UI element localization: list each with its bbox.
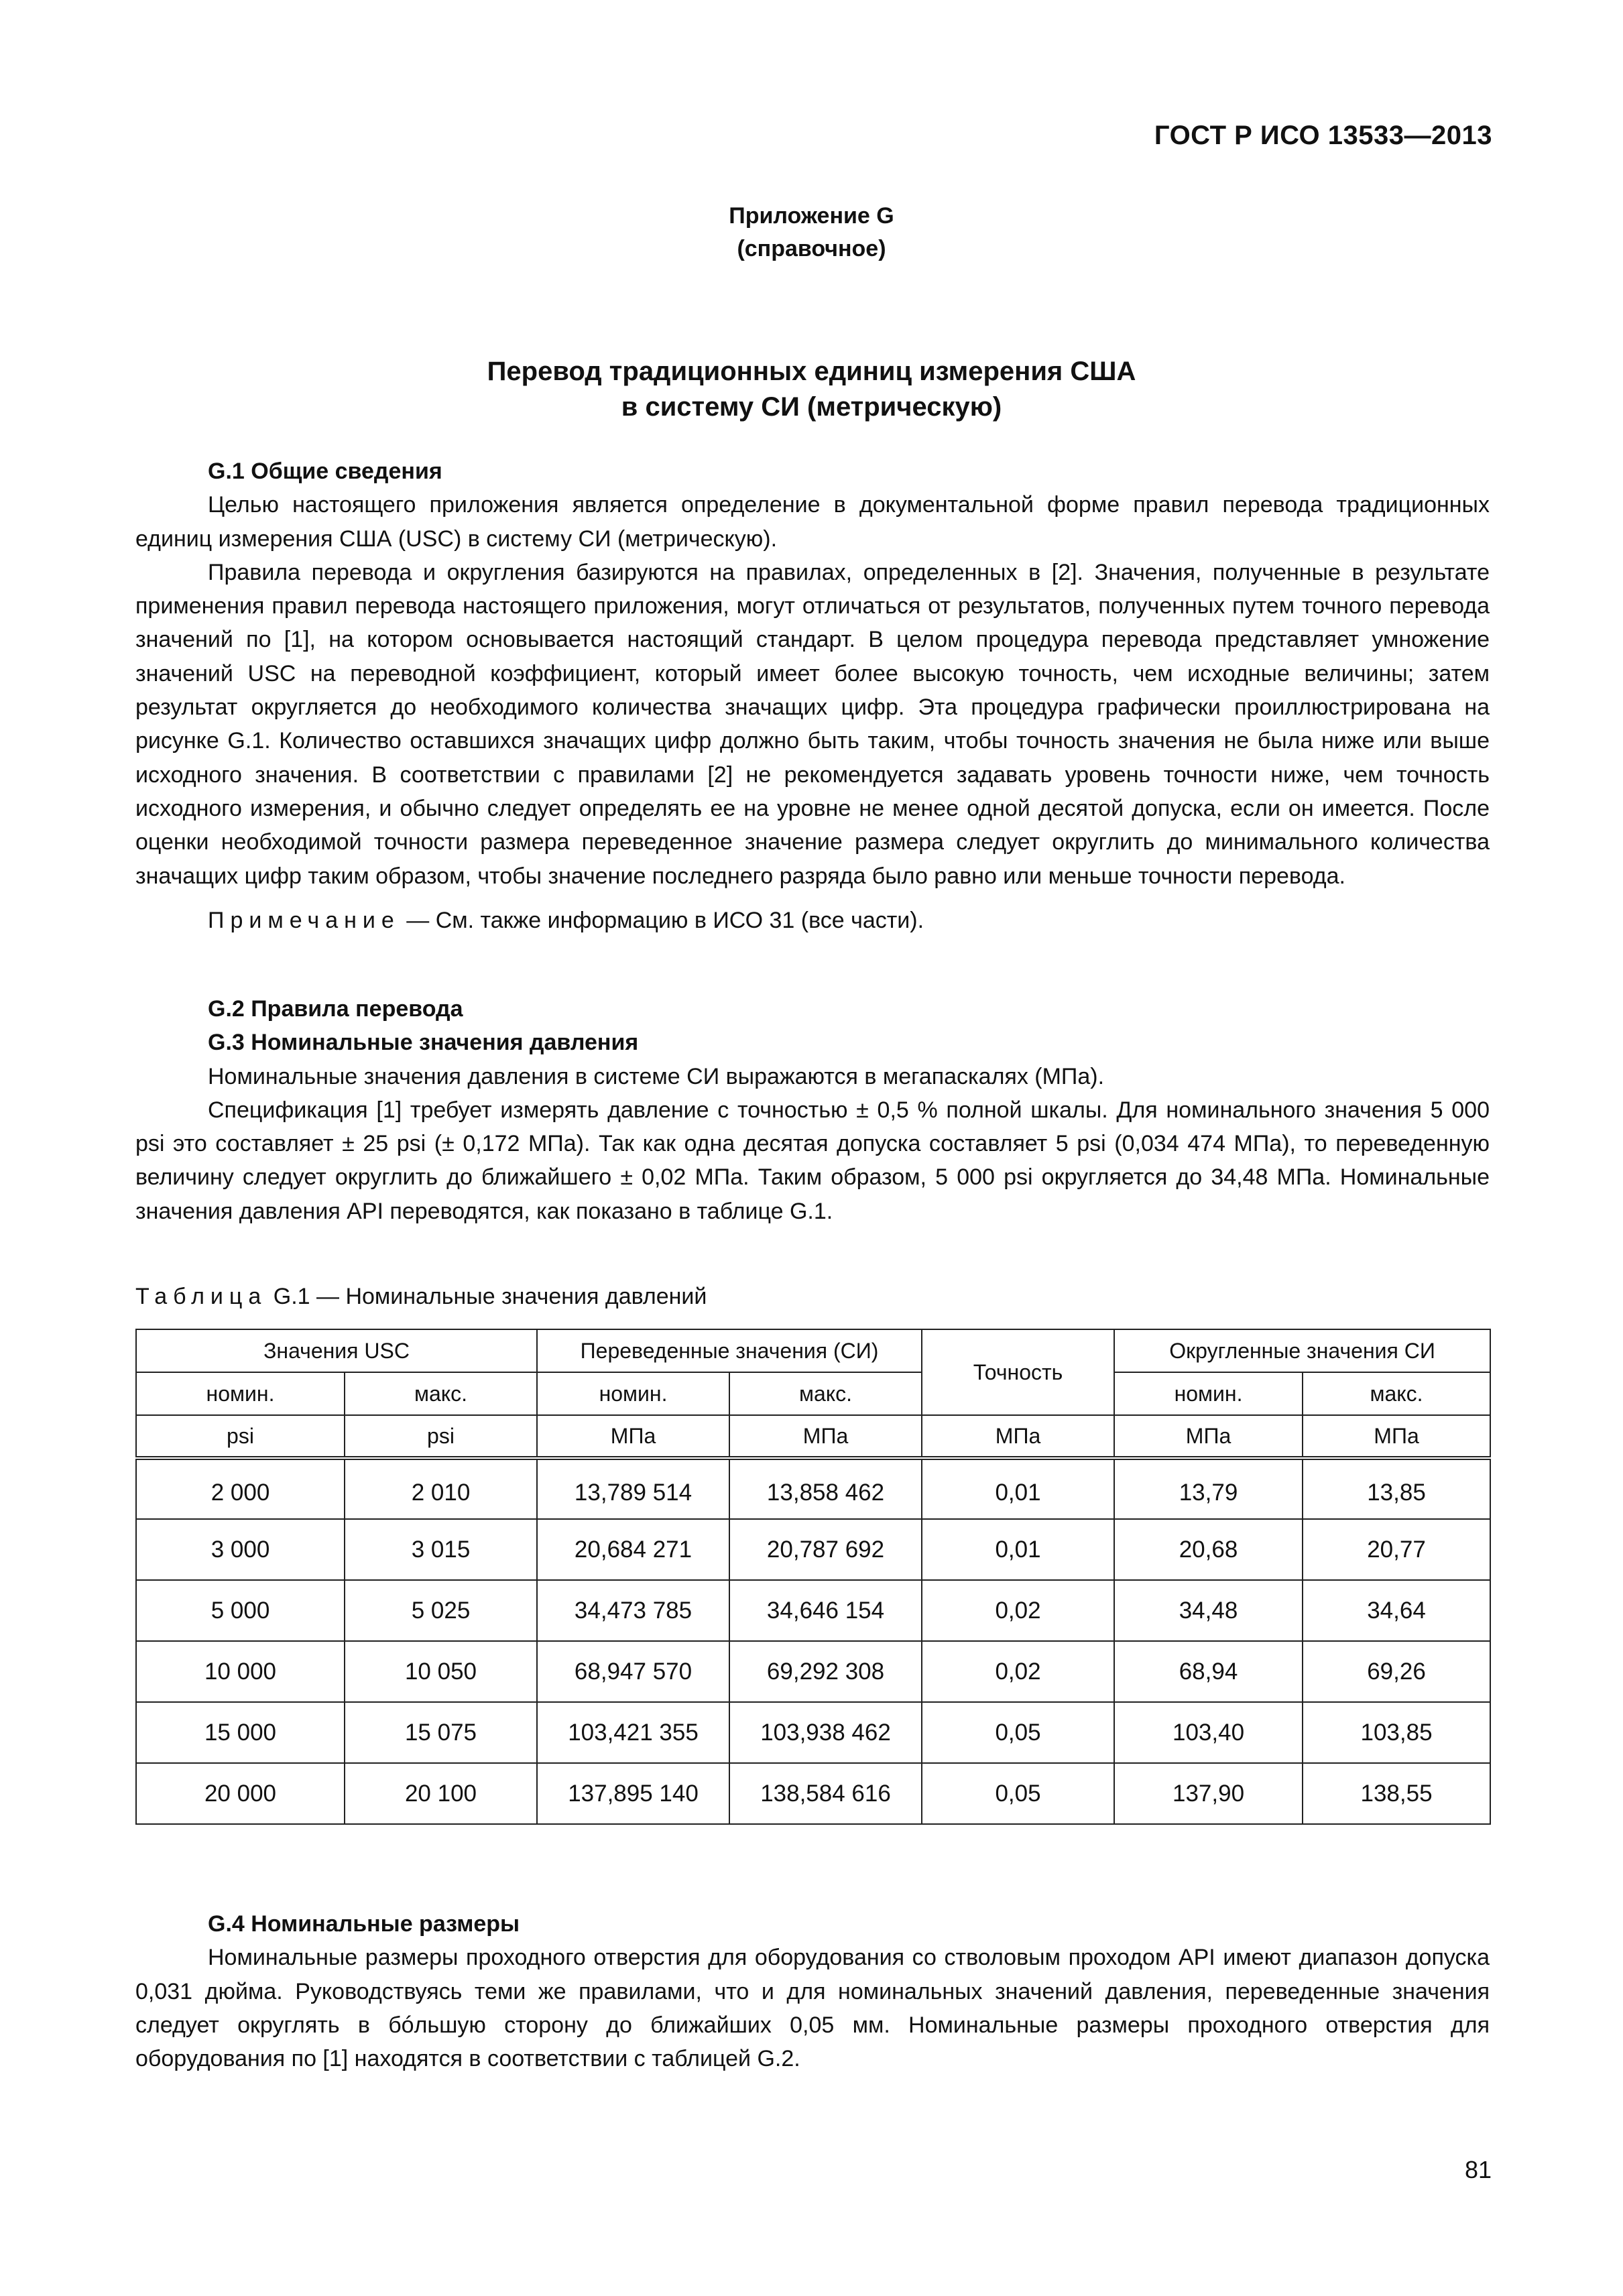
table-cell: 68,947 570 bbox=[537, 1641, 729, 1702]
appendix-label: Приложение G bbox=[729, 203, 894, 229]
table-cell: 103,421 355 bbox=[537, 1702, 729, 1763]
table-cell: 103,938 462 bbox=[729, 1702, 922, 1763]
table-row bbox=[136, 1702, 1490, 1763]
section-heading: G.2 Правила перевода bbox=[208, 996, 463, 1022]
note-text: — См. также информацию в ИСО 31 (все части). bbox=[400, 907, 924, 933]
table-cell: 138,55 bbox=[1303, 1763, 1490, 1824]
table-cell: 0,02 bbox=[922, 1580, 1114, 1641]
note bbox=[135, 904, 1490, 937]
section-g4 bbox=[135, 1907, 1490, 2075]
table-cell: 20,684 271 bbox=[537, 1519, 729, 1580]
header-converted: Переведенные значения (СИ) bbox=[537, 1329, 922, 1372]
section-heading: G.1 Общие сведения bbox=[208, 459, 442, 484]
section-g1 bbox=[135, 455, 1490, 937]
table-cell: 2 000 bbox=[136, 1458, 345, 1519]
table-row bbox=[136, 1519, 1490, 1580]
table-cell: 68,94 bbox=[1114, 1641, 1303, 1702]
table-cell: 10 000 bbox=[136, 1641, 345, 1702]
subheader-cell: номин. bbox=[136, 1372, 345, 1415]
document-title-line-1: Перевод традиционных единиц измерения США bbox=[487, 357, 1136, 386]
table-caption-label: Таблица bbox=[135, 1284, 267, 1309]
paragraph: Номинальные размеры проходного отверстия для оборудования со стволовым проходом API имеют диапазон допуска 0,031 дюйма. Руководствуясь теми же правилами, что и для номинальных значений давления, переведенные значения следует округлять в бóльшую сторону до ближайших 0,05 мм. Номинальные размеры проходного отверстия для оборудования по [1] находятся в соответствии с таблицей G.2. bbox=[135, 1945, 1490, 2072]
paragraph: Спецификация [1] требует измерять давление с точностью ± 0,5 % полной шкалы. Для номинального значения 5 000 psi это составляет ± 25 psi (± 0,172 МПа). Так как одна десятая допуска составляет 5 psi (0,034 474 МПа), то переведенную величину следует округлить до ближайшего ± 0,02 МПа. Таким образом, 5 000 psi округляется до 34,48 МПа. Номинальные значения давления API переводятся, как показано в таблице G.1. bbox=[135, 1097, 1490, 1224]
table-row bbox=[136, 1458, 1490, 1519]
unit-cell: МПа bbox=[1114, 1415, 1303, 1458]
note-label: Примечание bbox=[208, 907, 400, 933]
table-cell: 0,05 bbox=[922, 1763, 1114, 1824]
unit-cell: МПа bbox=[1303, 1415, 1490, 1458]
table-cell: 138,584 616 bbox=[729, 1763, 922, 1824]
table-header-row bbox=[136, 1329, 1490, 1372]
table-cell: 5 000 bbox=[136, 1580, 345, 1641]
unit-cell: МПа bbox=[922, 1415, 1114, 1458]
table-cell: 13,85 bbox=[1303, 1458, 1490, 1519]
table-cell: 0,05 bbox=[922, 1702, 1114, 1763]
paragraph: Номинальные значения давления в системе СИ выражаются в мегапаскалях (МПа). bbox=[208, 1063, 1105, 1089]
table-cell: 15 075 bbox=[345, 1702, 537, 1763]
subheader-cell: номин. bbox=[1114, 1372, 1303, 1415]
paragraph: Целью настоящего приложения является определение в документальной форме правил перевода традиционных единиц измерения США (USC) в систему СИ (метрическую). bbox=[135, 492, 1490, 552]
section-g2-g3 bbox=[135, 992, 1490, 1228]
unit-cell: psi bbox=[345, 1415, 537, 1458]
subheader-cell: макс. bbox=[345, 1372, 537, 1415]
table-cell: 69,292 308 bbox=[729, 1641, 922, 1702]
table-subheader-row bbox=[136, 1372, 1490, 1415]
table-cell: 2 010 bbox=[345, 1458, 537, 1519]
subheader-cell: макс. bbox=[1303, 1372, 1490, 1415]
table-cell: 0,01 bbox=[922, 1519, 1114, 1580]
table-cell: 0,01 bbox=[922, 1458, 1114, 1519]
unit-cell: МПа bbox=[537, 1415, 729, 1458]
table-cell: 3 000 bbox=[136, 1519, 345, 1580]
table-cell: 103,40 bbox=[1114, 1702, 1303, 1763]
table-cell: 10 050 bbox=[345, 1641, 537, 1702]
section-heading: G.3 Номинальные значения давления bbox=[208, 1030, 639, 1056]
section-heading: G.4 Номинальные размеры bbox=[208, 1911, 520, 1937]
table-cell: 13,858 462 bbox=[729, 1458, 922, 1519]
table-cell: 20,68 bbox=[1114, 1519, 1303, 1580]
unit-cell: psi bbox=[136, 1415, 345, 1458]
paragraph: Правила перевода и округления базируются на правилах, определенных в [2]. Значения, полученные в результате применения правил перевода настоящего приложения, могут отличаться от результатов, полученных путем точного перевода значений по [1], на котором основывается настоящий стандарт. В целом процедура перевода представляет умножение значений USC на переводной коэффициент, который имеет более высокую точность, чем исходные величины; затем результат округляется до необходимого количества значащих цифр. Эта процедура графически проиллюстрирована на рисунке G.1. Количество оставшихся значащих цифр должно быть таким, чтобы точность значения не была ниже или выше исходного значения. В соответствии с правилами [2] не рекомендуется задавать уровень точности ниже, чем точность исходного измерения, и обычно следует определять ее на уровне не менее одной десятой допуска, если он имеется. После оценки необходимой точности размера переведенное значение размера следует округлить до минимального количества значащих цифр таким образом, чтобы значение последнего разряда было равно или меньше точности перевода. bbox=[135, 559, 1490, 889]
table-caption bbox=[135, 1284, 707, 1310]
table-cell: 34,64 bbox=[1303, 1580, 1490, 1641]
appendix-type: (справочное) bbox=[737, 236, 886, 261]
subheader-cell: макс. bbox=[729, 1372, 922, 1415]
table-cell: 20,787 692 bbox=[729, 1519, 922, 1580]
table-row bbox=[136, 1763, 1490, 1824]
table-cell: 34,48 bbox=[1114, 1580, 1303, 1641]
table-cell: 69,26 bbox=[1303, 1641, 1490, 1702]
table-cell: 15 000 bbox=[136, 1702, 345, 1763]
standard-code: ГОСТ Р ИСО 13533—2013 bbox=[1154, 121, 1492, 150]
table-cell: 20 000 bbox=[136, 1763, 345, 1824]
header-accuracy: Точность bbox=[922, 1329, 1114, 1415]
table-cell: 34,473 785 bbox=[537, 1580, 729, 1641]
table-cell: 5 025 bbox=[345, 1580, 537, 1641]
pressure-table bbox=[135, 1329, 1491, 1825]
page-number: 81 bbox=[1464, 2156, 1492, 2183]
table-units-row bbox=[136, 1415, 1490, 1458]
table-cell: 34,646 154 bbox=[729, 1580, 922, 1641]
table-cell: 13,789 514 bbox=[537, 1458, 729, 1519]
table-cell: 103,85 bbox=[1303, 1702, 1490, 1763]
table-cell: 13,79 bbox=[1114, 1458, 1303, 1519]
table-cell: 20,77 bbox=[1303, 1519, 1490, 1580]
header-usc: Значения USC bbox=[136, 1329, 537, 1372]
table-row bbox=[136, 1641, 1490, 1702]
table-cell: 0,02 bbox=[922, 1641, 1114, 1702]
table-caption-text: G.1 — Номинальные значения давлений bbox=[267, 1284, 707, 1309]
document-title-line-2: в систему СИ (метрическую) bbox=[621, 392, 1002, 422]
table-cell: 137,895 140 bbox=[537, 1763, 729, 1824]
table-cell: 137,90 bbox=[1114, 1763, 1303, 1824]
table-row bbox=[136, 1580, 1490, 1641]
unit-cell: МПа bbox=[729, 1415, 922, 1458]
table-cell: 3 015 bbox=[345, 1519, 537, 1580]
table-cell: 20 100 bbox=[345, 1763, 537, 1824]
subheader-cell: номин. bbox=[537, 1372, 729, 1415]
header-rounded: Округленные значения СИ bbox=[1114, 1329, 1490, 1372]
